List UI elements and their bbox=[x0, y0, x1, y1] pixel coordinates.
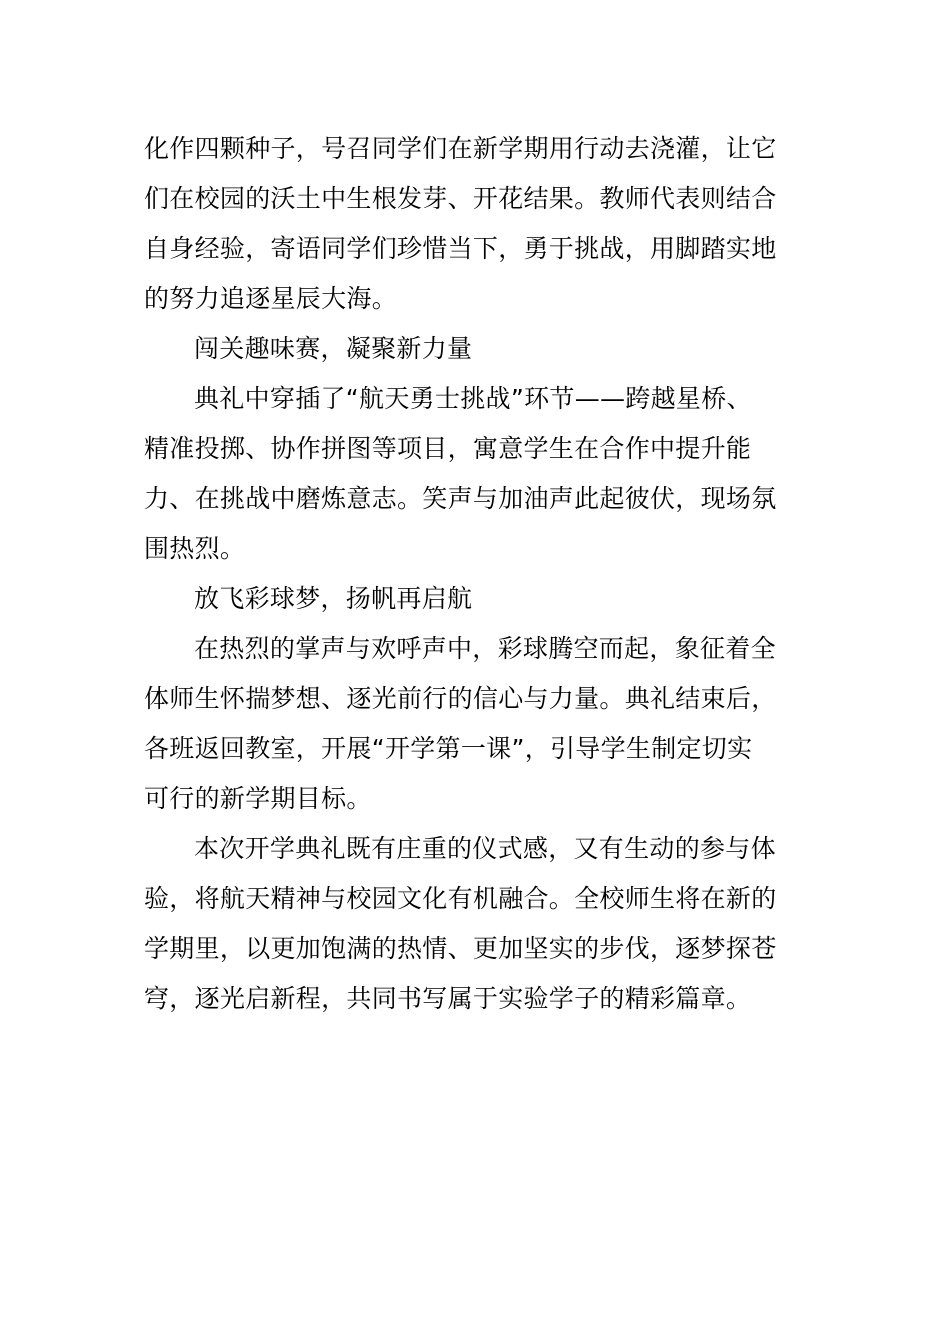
paragraph-continuation bbox=[144, 124, 808, 324]
text-line: 围热烈。 bbox=[144, 534, 246, 563]
text-line: 精准投掷、协作拼图等项目，寓意学生在合作中提升能 bbox=[144, 434, 752, 463]
section-heading bbox=[144, 324, 808, 374]
text-line: 在热烈的掌声与欢呼声中，彩球腾空而起，象征着全 bbox=[194, 634, 776, 663]
text-line: 可行的新学期目标。 bbox=[144, 784, 372, 813]
paragraph bbox=[144, 824, 808, 1024]
text-line: 的努力追逐星辰大海。 bbox=[144, 284, 398, 313]
section-heading bbox=[144, 574, 808, 624]
text-line: 各班返回教室，开展“开学第一课”，引导学生制定切实 bbox=[144, 734, 753, 763]
heading-line: 闯关趣味赛，凝聚新力量 bbox=[194, 334, 473, 363]
text-line: 体师生怀揣梦想、逐光前行的信心与力量。典礼结束后， bbox=[144, 684, 777, 713]
heading-line: 放飞彩球梦，扬帆再启航 bbox=[194, 584, 473, 613]
text-line: 们在校园的沃土中生根发芽、开花结果。教师代表则结合 bbox=[144, 184, 777, 213]
document-body bbox=[144, 124, 808, 1024]
text-line: 化作四颗种子，号召同学们在新学期用行动去浇灌，让它 bbox=[144, 134, 777, 163]
text-line: 本次开学典礼既有庄重的仪式感，又有生动的参与体 bbox=[194, 834, 776, 863]
text-line: 力、在挑战中磨炼意志。笑声与加油声此起彼伏，现场氛 bbox=[144, 484, 777, 513]
text-line: 验，将航天精神与校园文化有机融合。全校师生将在新的 bbox=[144, 884, 777, 913]
text-line: 自身经验，寄语同学们珍惜当下，勇于挑战，用脚踏实地 bbox=[144, 234, 777, 263]
text-line: 典礼中穿插了“航天勇士挑战”环节——跨越星桥、 bbox=[194, 384, 752, 413]
paragraph bbox=[144, 374, 808, 574]
text-line: 穹，逐光启新程，共同书写属于实验学子的精彩篇章。 bbox=[144, 984, 752, 1013]
paragraph bbox=[144, 624, 808, 824]
text-line: 学期里，以更加饱满的热情、更加坚实的步伐，逐梦探苍 bbox=[144, 934, 777, 963]
